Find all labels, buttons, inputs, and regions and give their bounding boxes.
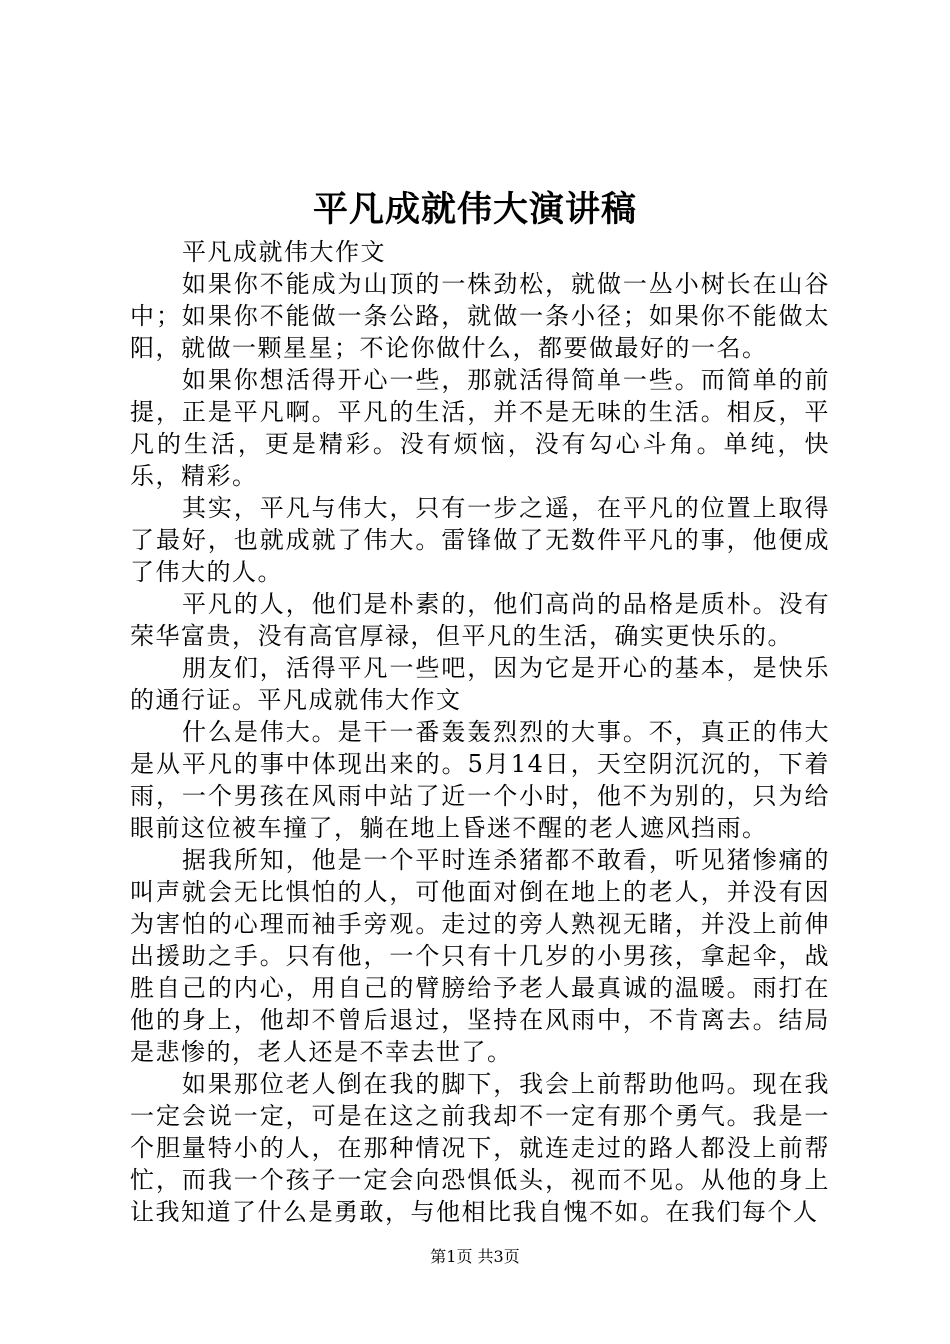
paragraph-9: 如果那位老人倒在我的脚下，我会上前帮助他吗。现在我一定会说一定，可是在这之前我却不一定有那个勇气。我是一个胆量特小的人，在那种情况下，就连走过的路人都没上前帮忙，而我一个孩子一定会向恐惧低头，视而不见。从他的身上让我知道了什么是勇敢，与他相比我自愧不如。在我们每个人 bbox=[130, 1070, 830, 1226]
paragraph-4: 其实，平凡与伟大，只有一步之遥，在平凡的位置上取得了最好，也就成就了伟大。雷锋做了无数件平凡的事，他便成了伟大的人。 bbox=[130, 494, 830, 586]
document-body bbox=[130, 236, 830, 1228]
page-number-footer: 第1页 共3页 bbox=[430, 1247, 520, 1266]
paragraph-1: 平凡成就伟大作文 bbox=[182, 238, 386, 266]
paragraph-3: 如果你想活得开心一些，那就活得简单一些。而简单的前提，正是平凡啊。平凡的生活，并不是无味的生活。相反，平凡的生活，更是精彩。没有烦恼，没有勾心斗角。单纯，快乐，精彩。 bbox=[130, 366, 830, 490]
paragraph-6: 朋友们，活得平凡一些吧，因为它是开心的基本，是快乐的通行证。平凡成就伟大作文 bbox=[130, 654, 830, 714]
paragraph-8: 据我所知，他是一个平时连杀猪都不敢看，听见猪惨痛的叫声就会无比惧怕的人，可他面对倒在地上的老人，并没有因为害怕的心理而袖手旁观。走过的旁人熟视无睹，并没上前伸出援助之手。只有他，一个只有十几岁的小男孩，拿起伞，战胜自己的内心，用自己的臂膀给予老人最真诚的温暖。雨打在他的身上，他却不曾后退过，坚持在风雨中，不肯离去。结局是悲惨的，老人还是不幸去世了。 bbox=[130, 846, 830, 1066]
paragraph-5: 平凡的人，他们是朴素的，他们高尚的品格是质朴。没有荣华富贵，没有高官厚禄，但平凡的生活，确实更快乐的。 bbox=[130, 590, 830, 650]
paragraph-7: 什么是伟大。是干一番轰轰烈烈的大事。不，真正的伟大是从平凡的事中体现出来的。5月14日，天空阴沉沉的，下着雨，一个男孩在风雨中站了近一个小时，他不为别的，只为给眼前这位被车撞了，躺在地上昏迷不醒的老人遮风挡雨。 bbox=[130, 718, 830, 842]
paragraph-2: 如果你不能成为山顶的一株劲松，就做一丛小树长在山谷中；如果你不能做一条公路，就做一条小径；如果你不能做太阳，就做一颗星星；不论你做什么，都要做最好的一名。 bbox=[130, 270, 830, 362]
document-title: 平凡成就伟大演讲稿 bbox=[312, 189, 637, 230]
